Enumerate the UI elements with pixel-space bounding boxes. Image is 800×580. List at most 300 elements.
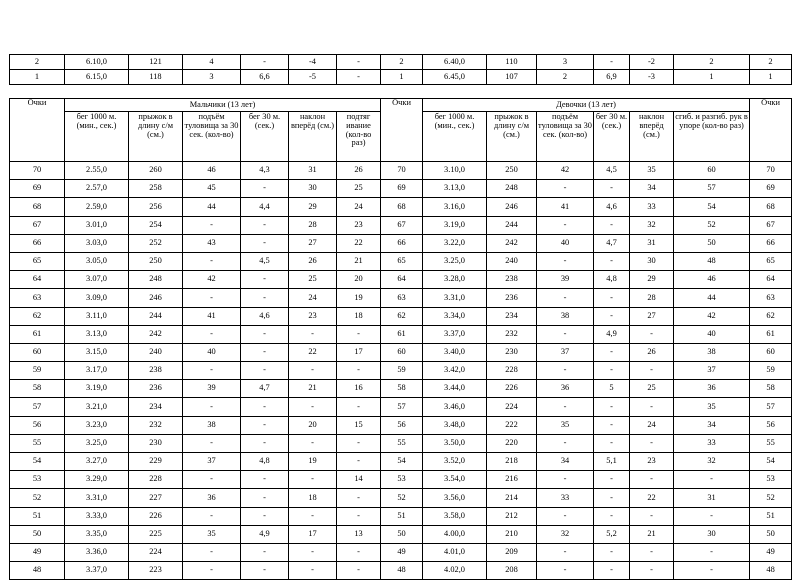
table-cell: 1 (674, 70, 750, 85)
table-cell: 6,6 (241, 70, 289, 85)
table-cell: 68 (10, 198, 65, 216)
table-cell: 44 (674, 289, 750, 307)
table-cell: 42 (183, 271, 241, 289)
table-cell: 63 (10, 289, 65, 307)
table-cell: 36 (183, 489, 241, 507)
table-cell: 3.25,0 (65, 434, 129, 452)
table-cell: 26 (630, 343, 674, 361)
table-cell: 31 (630, 234, 674, 252)
table-cell: - (594, 180, 630, 198)
table-cell: 30 (674, 525, 750, 543)
table-cell: 2 (674, 55, 750, 70)
table-cell: 33 (674, 434, 750, 452)
girls-col-pushups: сгиб. и разгиб. рук в упоре (кол-во раз) (674, 112, 750, 162)
table-cell: - (537, 434, 594, 452)
table-cell: 64 (381, 271, 423, 289)
table-cell: 118 (129, 70, 183, 85)
table-cell: 35 (183, 525, 241, 543)
table-cell: 39 (537, 271, 594, 289)
table-cell: 51 (10, 507, 65, 525)
table-cell: 4,3 (241, 162, 289, 180)
table-cell: 41 (537, 198, 594, 216)
table-cell: - (289, 325, 337, 343)
table-cell: -5 (289, 70, 337, 85)
boys-col-run1000: бег 1000 м. (мин., сек.) (65, 112, 129, 162)
table-cell: 3.19,0 (65, 380, 129, 398)
table-cell: 50 (10, 525, 65, 543)
table-cell: 246 (487, 198, 537, 216)
table-cell: 121 (129, 55, 183, 70)
table-cell: 234 (129, 398, 183, 416)
table-cell: 232 (129, 416, 183, 434)
table-cell: 61 (750, 325, 792, 343)
table-cell: 4,9 (241, 525, 289, 543)
table-cell: 51 (381, 507, 423, 525)
table-cell: - (289, 543, 337, 561)
table-cell: 70 (381, 162, 423, 180)
table-cell: 40 (537, 234, 594, 252)
table-cell: - (630, 562, 674, 580)
table-cell: - (183, 562, 241, 580)
table-cell: 18 (289, 489, 337, 507)
table-cell: 55 (10, 434, 65, 452)
table-cell: - (537, 180, 594, 198)
table-cell: - (537, 325, 594, 343)
table-cell: 4,9 (594, 325, 630, 343)
table-cell: 3.54,0 (423, 471, 487, 489)
table-cell: - (289, 434, 337, 452)
table-cell: - (537, 252, 594, 270)
table-cell: - (337, 507, 381, 525)
table-cell: - (289, 562, 337, 580)
points-header-right: Очки (750, 99, 792, 162)
table-row (10, 562, 792, 580)
table-cell: 3.50,0 (423, 434, 487, 452)
table-cell: 110 (487, 55, 537, 70)
table-cell: 21 (289, 380, 337, 398)
points-header-left: Очки (10, 99, 65, 162)
table-cell: 224 (487, 398, 537, 416)
table-cell: 13 (337, 525, 381, 543)
table-cell: 238 (487, 271, 537, 289)
table-row (10, 180, 792, 198)
table-cell: 3.36,0 (65, 543, 129, 561)
table-cell: 44 (183, 198, 241, 216)
table-cell: 3.29,0 (65, 471, 129, 489)
table-cell: 53 (750, 471, 792, 489)
table-row (10, 543, 792, 561)
table-cell: 3.56,0 (423, 489, 487, 507)
table-cell: 46 (183, 162, 241, 180)
girls-col-run30: бег 30 м. (сек.) (594, 112, 630, 162)
table-cell: - (594, 343, 630, 361)
table-cell: 41 (183, 307, 241, 325)
table-cell: 58 (750, 380, 792, 398)
table-cell: 3 (183, 70, 241, 85)
table-cell: 50 (750, 525, 792, 543)
table-cell: 240 (487, 252, 537, 270)
table-cell: - (674, 562, 750, 580)
table-cell: 63 (381, 289, 423, 307)
table-cell: 226 (129, 507, 183, 525)
table-cell: 25 (630, 380, 674, 398)
table-cell: - (630, 362, 674, 380)
table-cell: 232 (487, 325, 537, 343)
table-cell: - (594, 362, 630, 380)
table-cell: 35 (674, 398, 750, 416)
table-cell: 59 (10, 362, 65, 380)
table-cell: - (241, 362, 289, 380)
table-cell: 56 (381, 416, 423, 434)
table-cell: 210 (487, 525, 537, 543)
table-cell: 3.42,0 (423, 362, 487, 380)
table-row (10, 489, 792, 507)
table-cell: 55 (750, 434, 792, 452)
table-cell: 22 (289, 343, 337, 361)
table-cell: 3.15,0 (65, 343, 129, 361)
table-cell: 34 (537, 453, 594, 471)
table-cell: - (630, 398, 674, 416)
table-cell: - (183, 398, 241, 416)
table-cell: - (630, 325, 674, 343)
table-cell: 3.52,0 (423, 453, 487, 471)
table-cell: - (183, 216, 241, 234)
table-cell: - (289, 507, 337, 525)
table-cell: 242 (487, 234, 537, 252)
boys-col-pullups: подтяг ивание (кол-во раз) (337, 112, 381, 162)
table-cell: 33 (537, 489, 594, 507)
table-cell: 52 (674, 216, 750, 234)
table-cell: 228 (129, 471, 183, 489)
table-cell: -4 (289, 55, 337, 70)
table-cell: - (594, 489, 630, 507)
table-cell: 65 (750, 252, 792, 270)
table-cell: 25 (289, 271, 337, 289)
table-cell: 23 (630, 453, 674, 471)
table-row (10, 453, 792, 471)
table-cell: - (241, 325, 289, 343)
table-cell: 62 (10, 307, 65, 325)
table-cell: 48 (674, 252, 750, 270)
table-cell: 65 (381, 252, 423, 270)
table-cell: - (537, 362, 594, 380)
table-cell: 3.28,0 (423, 271, 487, 289)
table-cell: 67 (10, 216, 65, 234)
table-row (10, 162, 792, 180)
table-cell: 250 (487, 162, 537, 180)
table-cell: 59 (750, 362, 792, 380)
table-cell: 3.01,0 (65, 216, 129, 234)
table-cell: 3.23,0 (65, 416, 129, 434)
table-cell: 62 (381, 307, 423, 325)
table-cell: - (241, 416, 289, 434)
table-cell: 3.16,0 (423, 198, 487, 216)
table-cell: 24 (630, 416, 674, 434)
table-cell: - (183, 471, 241, 489)
table-cell: 3.22,0 (423, 234, 487, 252)
table-cell: 3 (537, 55, 594, 70)
table-cell: 240 (129, 343, 183, 361)
table-cell: - (183, 325, 241, 343)
table-cell: - (337, 398, 381, 416)
table-cell: 3.09,0 (65, 289, 129, 307)
table-cell: 55 (381, 434, 423, 452)
table-cell: - (241, 289, 289, 307)
table-cell: 28 (289, 216, 337, 234)
table-cell: 57 (750, 398, 792, 416)
table-cell: 4,7 (241, 380, 289, 398)
table-cell: 4.00,0 (423, 525, 487, 543)
table-cell: - (674, 471, 750, 489)
table-cell: 27 (289, 234, 337, 252)
table-cell: 26 (337, 162, 381, 180)
table-cell: - (594, 216, 630, 234)
table-cell: 60 (10, 343, 65, 361)
table-cell: 6.15,0 (65, 70, 129, 85)
table-cell: - (183, 434, 241, 452)
table-cell: 3.10,0 (423, 162, 487, 180)
table-cell: 3.27,0 (65, 453, 129, 471)
table-cell: 6.40,0 (423, 55, 487, 70)
table-cell: - (537, 543, 594, 561)
boys-group-header: Мальчики (13 лет) (65, 99, 381, 112)
table-cell: - (537, 289, 594, 307)
table-cell: 3.33,0 (65, 507, 129, 525)
table-cell: 64 (10, 271, 65, 289)
table-cell: 29 (289, 198, 337, 216)
table-cell: - (183, 507, 241, 525)
girls-col-run1000: бег 1000 м. (мин., сек.) (423, 112, 487, 162)
table-cell: 54 (381, 453, 423, 471)
table-cell: 23 (289, 307, 337, 325)
table-cell: 256 (129, 198, 183, 216)
table-cell: 3.58,0 (423, 507, 487, 525)
table-cell: 212 (487, 507, 537, 525)
table-cell: 214 (487, 489, 537, 507)
table-cell: 54 (674, 198, 750, 216)
table-row (10, 55, 792, 70)
table-cell: - (241, 562, 289, 580)
table-cell: -3 (630, 70, 674, 85)
table-cell: 5,2 (594, 525, 630, 543)
table-cell: 3.40,0 (423, 343, 487, 361)
table-cell: 27 (630, 307, 674, 325)
table-cell: 70 (750, 162, 792, 180)
table-cell: 4,8 (594, 271, 630, 289)
table-cell: 216 (487, 471, 537, 489)
table-cell: 64 (750, 271, 792, 289)
table-cell: 31 (289, 162, 337, 180)
table-cell: 37 (537, 343, 594, 361)
table-cell: - (594, 55, 630, 70)
table-cell: 53 (381, 471, 423, 489)
table-cell: 234 (487, 307, 537, 325)
table-cell: 244 (487, 216, 537, 234)
table-cell: 50 (674, 234, 750, 252)
table-cell: 32 (630, 216, 674, 234)
table-cell: 40 (674, 325, 750, 343)
table-cell: 68 (750, 198, 792, 216)
boys-col-forward-bend: наклон вперёд (см.) (289, 112, 337, 162)
table-cell: 35 (630, 162, 674, 180)
table-row (10, 307, 792, 325)
table-cell: 4.01,0 (423, 543, 487, 561)
table-cell: 3.05,0 (65, 252, 129, 270)
table-cell: - (183, 543, 241, 561)
table-cell: - (337, 362, 381, 380)
table-cell: 37 (183, 453, 241, 471)
table-cell: 23 (337, 216, 381, 234)
table-cell: 248 (129, 271, 183, 289)
table-cell: 252 (129, 234, 183, 252)
table-cell: 17 (289, 525, 337, 543)
table-cell: 238 (129, 362, 183, 380)
table-cell: 49 (381, 543, 423, 561)
table-cell: - (674, 543, 750, 561)
girls-col-long-jump: прыжок в длину с/м (см.) (487, 112, 537, 162)
table-cell: 66 (381, 234, 423, 252)
table-cell: - (594, 562, 630, 580)
table-cell: 53 (10, 471, 65, 489)
table-cell: 236 (487, 289, 537, 307)
table-cell: - (337, 55, 381, 70)
table-cell: 52 (750, 489, 792, 507)
table-cell: 48 (750, 562, 792, 580)
table-cell: - (537, 507, 594, 525)
table-cell: - (674, 507, 750, 525)
table-cell: 34 (674, 416, 750, 434)
table-cell: 2.55,0 (65, 162, 129, 180)
table-cell: 60 (674, 162, 750, 180)
table-cell: - (630, 507, 674, 525)
table-cell: - (241, 489, 289, 507)
table-row (10, 434, 792, 452)
table-cell: 31 (674, 489, 750, 507)
table-cell: 57 (381, 398, 423, 416)
table-cell: 3.07,0 (65, 271, 129, 289)
table-cell: 43 (183, 234, 241, 252)
table-cell: 34 (630, 180, 674, 198)
table-cell: 3.34,0 (423, 307, 487, 325)
girls-col-situps: подъём туловища за 30 сек. (кол-во) (537, 112, 594, 162)
table-body (10, 162, 792, 580)
table-cell: 60 (381, 343, 423, 361)
table-cell: - (594, 471, 630, 489)
table-cell: 21 (630, 525, 674, 543)
table-row (10, 507, 792, 525)
table-row (10, 325, 792, 343)
table-cell: 254 (129, 216, 183, 234)
table-cell: 223 (129, 562, 183, 580)
table-cell: 50 (381, 525, 423, 543)
table-cell: 69 (381, 180, 423, 198)
table-cell: 4,7 (594, 234, 630, 252)
table-row (10, 525, 792, 543)
boys-col-long-jump: прыжок в длину с/м (см.) (129, 112, 183, 162)
table-cell: 3.17,0 (65, 362, 129, 380)
table-cell: 2 (381, 55, 423, 70)
table-cell: 4,6 (241, 307, 289, 325)
table-cell: - (594, 543, 630, 561)
table-cell: - (594, 307, 630, 325)
table-cell: - (337, 70, 381, 85)
table-cell: 65 (10, 252, 65, 270)
table-cell: 21 (337, 252, 381, 270)
table-cell: 242 (129, 325, 183, 343)
table-cell: 208 (487, 562, 537, 580)
table-cell: 222 (487, 416, 537, 434)
top-table-fragment (9, 54, 792, 85)
table-cell: 30 (630, 252, 674, 270)
table-cell: 48 (10, 562, 65, 580)
table-cell: - (241, 507, 289, 525)
table-cell: - (241, 543, 289, 561)
table-cell: - (537, 216, 594, 234)
table-cell: 3.25,0 (423, 252, 487, 270)
table-cell: 38 (537, 307, 594, 325)
table-cell: 5,1 (594, 453, 630, 471)
table-cell: 57 (674, 180, 750, 198)
table-cell: 2 (10, 55, 65, 70)
table-cell: 61 (10, 325, 65, 343)
table-cell: 225 (129, 525, 183, 543)
table-cell: 54 (750, 453, 792, 471)
table-cell: 52 (381, 489, 423, 507)
table-cell: -2 (630, 55, 674, 70)
table-cell: - (241, 180, 289, 198)
table-cell: 42 (674, 307, 750, 325)
table-cell: 3.31,0 (423, 289, 487, 307)
table-row (10, 198, 792, 216)
table-cell: 224 (129, 543, 183, 561)
table-cell: - (241, 271, 289, 289)
table-cell: 58 (381, 380, 423, 398)
table-cell: 3.13,0 (65, 325, 129, 343)
standards-table (9, 98, 792, 580)
table-cell: 3.19,0 (423, 216, 487, 234)
top-table-body (10, 55, 792, 85)
table-cell: - (630, 543, 674, 561)
table-row (10, 271, 792, 289)
table-cell: 58 (10, 380, 65, 398)
table-cell: 20 (337, 271, 381, 289)
table-cell: 6.10,0 (65, 55, 129, 70)
table-cell: 3.11,0 (65, 307, 129, 325)
table-cell: 4 (183, 55, 241, 70)
table-cell: 26 (289, 252, 337, 270)
table-cell: - (537, 398, 594, 416)
table-cell: 209 (487, 543, 537, 561)
table-row (10, 252, 792, 270)
table-cell: 60 (750, 343, 792, 361)
table-row (10, 216, 792, 234)
table-cell: 16 (337, 380, 381, 398)
table-cell: - (594, 289, 630, 307)
table-cell: - (289, 471, 337, 489)
table-cell: 46 (674, 271, 750, 289)
table-cell: 56 (750, 416, 792, 434)
table-cell: 69 (750, 180, 792, 198)
table-cell: 19 (289, 453, 337, 471)
table-cell: 3.13,0 (423, 180, 487, 198)
table-cell: 227 (129, 489, 183, 507)
table-cell: - (337, 562, 381, 580)
boys-col-run30: бег 30 м. (сек.) (241, 112, 289, 162)
table-cell: 69 (10, 180, 65, 198)
table-cell: - (537, 471, 594, 489)
table-cell: 38 (183, 416, 241, 434)
table-cell: 19 (337, 289, 381, 307)
